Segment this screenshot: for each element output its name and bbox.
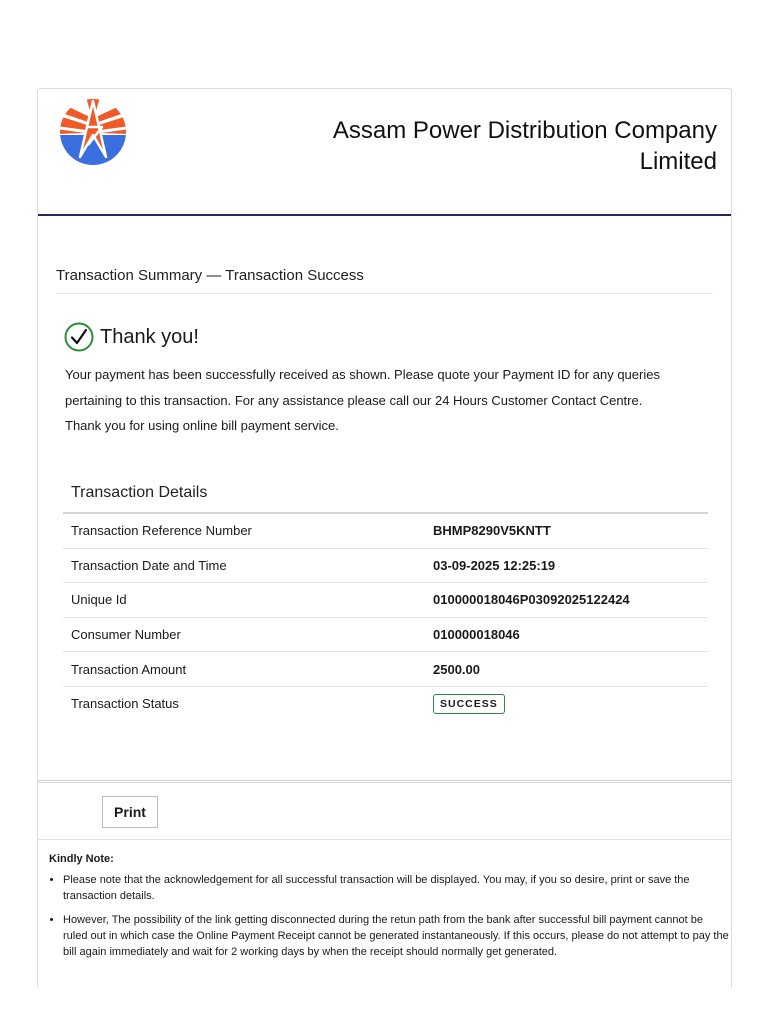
thank-you-text: Thank you! <box>100 325 199 348</box>
transaction-details-table <box>63 512 708 721</box>
row-label: Transaction Date and Time <box>63 548 433 583</box>
note-item: • However, The possibility of the link getting disconnected during the retun path from the bank after successful bill payment cannot be ruled out in which case the Online Payment Receipt cannot be generated instantaneously. If this occurs, please do not attempt to pay the bill again immediately and wait for 2 working days by when the receipt should normally get generated. <box>63 912 729 960</box>
message-line: Thank you for using online bill payment service. <box>65 418 339 433</box>
kindly-note <box>49 853 729 968</box>
transaction-datetime-value: 03-09-2025 12:25:19 <box>433 548 708 583</box>
company-name: Assam Power Distribution Company Limited <box>332 117 717 175</box>
row-label: Transaction Amount <box>63 652 433 687</box>
payment-message <box>65 362 705 439</box>
status-badge: SUCCESS <box>433 694 505 714</box>
unique-id-value: 010000018046P03092025122424 <box>433 583 708 618</box>
row-label: Consumer Number <box>63 617 433 652</box>
thank-you-heading <box>64 322 199 352</box>
title-divider <box>56 293 713 294</box>
note-list <box>49 872 729 960</box>
note-title: Kindly Note: <box>49 853 114 865</box>
apdcl-logo-icon <box>58 97 128 167</box>
success-check-icon <box>64 322 94 352</box>
table-row <box>63 513 708 548</box>
transaction-status-cell <box>433 686 708 720</box>
action-bar <box>38 780 731 840</box>
transaction-reference-value: BHMP8290V5KNTT <box>433 513 708 548</box>
transaction-amount-value: 2500.00 <box>433 652 708 687</box>
row-label: Unique Id <box>63 583 433 618</box>
print-button[interactable]: Print <box>102 796 158 828</box>
table-row <box>63 548 708 583</box>
consumer-number-value: 010000018046 <box>433 617 708 652</box>
table-row <box>63 617 708 652</box>
message-line: Your payment has been successfully received as shown. Please quote your Payment ID for any queries <box>65 367 660 382</box>
table-row <box>63 686 708 720</box>
page-header <box>38 89 731 216</box>
note-item: • Please note that the acknowledgement for all successful transaction will be displayed. You may, if you so desire, print or save the transaction details. <box>63 872 729 904</box>
transaction-summary-title: Transaction Summary — Transaction Success <box>56 267 364 284</box>
receipt-card <box>37 88 732 988</box>
message-line: pertaining to this transaction. For any assistance please call our 24 Hours Customer Contact Centre. <box>65 392 643 408</box>
row-label: Transaction Status <box>71 696 179 712</box>
row-label: Transaction Reference Number <box>63 513 433 548</box>
transaction-details-title: Transaction Details <box>71 484 208 501</box>
table-row <box>63 652 708 687</box>
table-row <box>63 583 708 618</box>
